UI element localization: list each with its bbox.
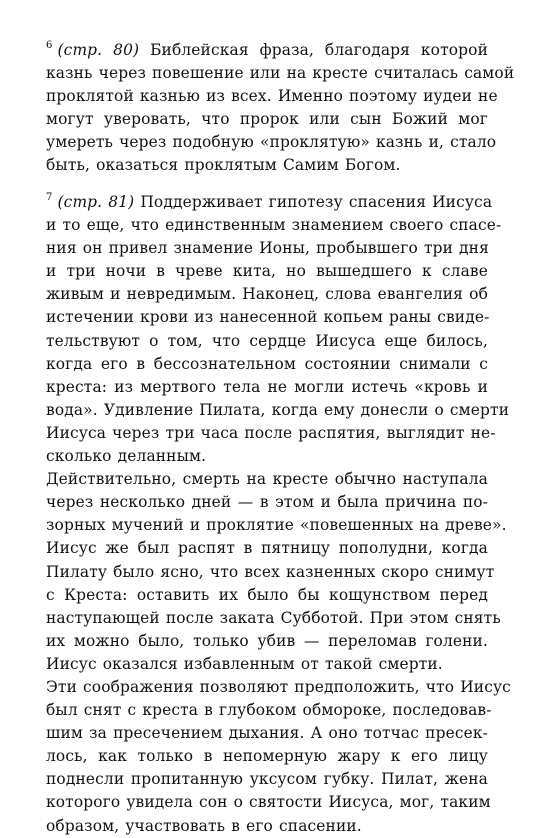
footnote-7 <box>46 191 511 838</box>
text-line: которого увидела сон о святости Иисуса, мог, таким <box>46 793 491 812</box>
text-line: ния он привел знамение Ионы, пробывшего три дня <box>46 239 489 258</box>
page-reference: (стр. 80) <box>57 41 140 59</box>
text-line <box>46 39 488 62</box>
text-line: тельствуют о том, что сердце Иисуса еще билось, <box>46 331 488 350</box>
text-line: Иисус оказался избавленным от такой смерти. <box>46 654 443 673</box>
text-line: их можно было, только убив — переломав голени. <box>46 631 488 650</box>
text-line: умереть через подобную «проклятую» казнь и, стало <box>46 133 497 152</box>
text-line: казнь через повешение или на кресте считалась самой <box>46 64 515 83</box>
page-reference: (стр. 81) <box>57 193 135 211</box>
text-line: и то еще, что единственным знамением своего спасе- <box>46 216 502 235</box>
text-line: когда его в бессознательном состоянии снимали с <box>46 354 488 373</box>
text-line <box>46 191 493 214</box>
text-line: был снят с креста в глубоком обмороке, последовав- <box>46 701 492 720</box>
text-line: наступающей после заката Субботой. При этом снять <box>46 608 501 627</box>
text-line: вода». Удивление Пилата, когда ему донесли о смерти <box>46 400 510 419</box>
text-line: живым и невредимым. Наконец, слова евангелия об <box>46 285 488 304</box>
text-line: лось, как только в непомерную жару к его лицу <box>46 747 488 766</box>
text-line: сколько деланным. <box>46 447 207 466</box>
text-line: зорных мучений и проклятие «повешенных на древе». <box>46 516 507 535</box>
text-line: Эти соображения позволяют предположить, что Иисус <box>46 677 511 696</box>
text-line: Пилату было ясно, что всех казненных скоро снимут <box>46 562 495 581</box>
footnote-number: 7 <box>46 192 53 203</box>
text-line: проклятой казнью из всех. Именно поэтому иудеи не <box>46 87 498 106</box>
text-line: шим за пресечением дыхания. А оно тотчас пресек- <box>46 724 488 743</box>
text-line: Иисуса через три часа после распятия, выглядит не- <box>46 423 496 442</box>
text-line: с Креста: оставить их было бы кощунством перед <box>46 585 488 604</box>
text-line: могут уверовать, что пророк или сын Божий мог <box>46 110 488 129</box>
text-line: образом, участвовать в его спасении. <box>46 816 362 835</box>
text-line: через несколько дней — в этом и была причина по- <box>46 493 488 512</box>
text-line: истечении крови из нанесенной копьем раны свиде- <box>46 308 490 327</box>
footnote-6 <box>46 39 515 178</box>
text-line: креста: из мертвого тела не могли истечь «кровь и <box>46 377 488 396</box>
text-line: Иисус же был распят в пятницу пополудни, когда <box>46 539 488 558</box>
footnote-text: Библейская фраза, благодаря которой <box>150 41 489 59</box>
text-line: и три ночи в чреве кита, но вышедшего к славе <box>46 262 488 281</box>
footnote-text: Поддерживает гипотезу спасения Иисуса <box>140 193 493 211</box>
text-line: Действительно, смерть на кресте обычно наступала <box>46 470 488 489</box>
footnote-number: 6 <box>46 40 53 51</box>
text-line: быть, оказаться проклятым Самим Богом. <box>46 156 401 175</box>
text-line: поднесли пропитанную уксусом губку. Пилат, жена <box>46 770 488 789</box>
